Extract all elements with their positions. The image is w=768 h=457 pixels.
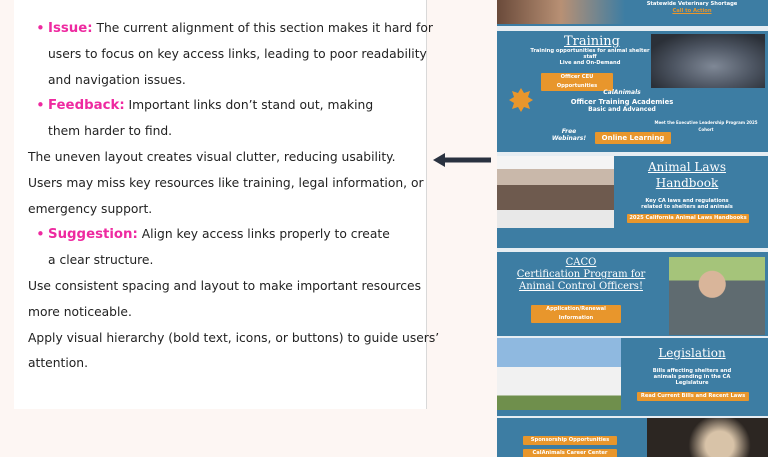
animal-laws-desc-1: Key CA laws and regulations — [645, 198, 729, 204]
animal-laws-title-2[interactable]: Handbook — [655, 176, 719, 190]
window-photo — [497, 156, 614, 228]
read-bills-button[interactable]: Read Current Bills and Recent Laws — [637, 392, 749, 401]
animal-laws-panel — [497, 156, 768, 248]
vet-shortage-caption: Statewide Veterinary Shortage — [646, 1, 738, 7]
basic-advanced-line: Basic and Advanced — [588, 106, 656, 113]
feedback-label: Feedback: — [48, 98, 125, 114]
meet-cohort-link[interactable]: Meet the Executive Leadership Program 2025 Cohort — [654, 120, 758, 132]
training-title[interactable]: Training — [563, 34, 621, 49]
caco-panel — [497, 252, 768, 336]
capitol-photo — [497, 338, 621, 410]
paragraph-2-line-4: attention. — [28, 356, 89, 371]
training-panel — [497, 31, 768, 152]
online-learning-button[interactable]: Online Learning — [595, 132, 671, 144]
officer-with-dogs-photo — [669, 257, 765, 335]
animal-laws-desc-2: related to shelters and animals — [641, 204, 733, 210]
issue-label: Issue: — [48, 21, 93, 36]
training-desc-1: Training opportunities for animal shelter — [530, 48, 650, 54]
legislation-panel — [497, 338, 768, 416]
sponsorship-button[interactable]: Sponsorship Opportunities — [523, 436, 617, 445]
caco-application-button[interactable]: Application/Renewal Information — [531, 305, 621, 323]
paragraph-1-line-1: The uneven layout creates visual clutter, reducing usability. — [28, 149, 396, 164]
left-arrow-icon — [433, 152, 491, 168]
vet-shortage-link[interactable]: Call to Action — [672, 8, 712, 14]
paragraph-1-line-3: emergency support. — [28, 201, 153, 216]
legislation-desc-3: Legislature — [675, 380, 709, 386]
feedback-line — [28, 93, 422, 119]
suggestion-line — [28, 222, 422, 248]
issue-text-3: and navigation issues. — [48, 72, 186, 87]
issue-line — [28, 16, 433, 42]
issue-text-2: users to focus on key access links, leading to poor readability — [48, 46, 427, 61]
vet-photo — [497, 0, 625, 24]
officer-academies-line[interactable]: Officer Training Academies — [570, 98, 674, 106]
caco-title-1[interactable]: CACO — [565, 257, 597, 268]
low-cost-badge-icon — [509, 88, 533, 112]
feedback-card — [14, 0, 440, 409]
puppy-photo — [647, 418, 768, 457]
sponsorship-panel — [497, 418, 768, 457]
career-center-button[interactable]: CalAnimals Career Center — [523, 449, 617, 457]
training-desc-3: Live and On-Demand — [559, 60, 621, 66]
paragraph-2-line-1: Use consistent spacing and layout to make important resources — [28, 278, 422, 293]
paragraph-2-line-3: Apply visual hierarchy (bold text, icons, or buttons) to guide users’ — [28, 330, 440, 345]
feedback-text: Important links don’t stand out, making — [124, 98, 374, 113]
animal-laws-title-1[interactable]: Animal Laws — [648, 160, 726, 174]
suggestion-text-2: a clear structure. — [48, 253, 154, 268]
paragraph-1-line-2: Users may miss key resources like training, legal information, or — [28, 175, 424, 190]
paragraph-2-line-2: more noticeable. — [28, 304, 132, 319]
issue-text: The current alignment of this section makes it hard for — [92, 21, 433, 35]
free-webinars-2: Webinars! — [551, 135, 587, 142]
caco-title-3[interactable]: Animal Control Officers! — [519, 281, 643, 292]
brand-calanimals: CalAnimals — [603, 89, 641, 96]
suggestion-label: Suggestion: — [48, 227, 138, 243]
free-webinars-1: Free — [561, 128, 577, 135]
feedback-text-block — [28, 16, 440, 377]
legislation-title[interactable]: Legislation — [658, 346, 726, 360]
training-desc-2: staff — [583, 54, 597, 60]
suggestion-text: Align key access links properly to create — [137, 227, 390, 242]
laws-handbook-button[interactable]: 2025 California Animal Laws Handbooks — [627, 214, 749, 223]
vet-shortage-banner[interactable] — [497, 0, 768, 26]
caco-title-2[interactable]: Certification Program for — [516, 269, 646, 280]
website-screenshot — [497, 0, 768, 457]
feedback-text-2: them harder to find. — [48, 124, 173, 139]
legislation-desc-1: Bills affecting shelters and — [652, 368, 732, 374]
legislation-desc-2: animals pending in the CA — [653, 374, 731, 380]
officer-ceu-button[interactable]: Officer CEU Opportunities — [541, 73, 613, 91]
gray-kitten-photo — [651, 34, 765, 88]
